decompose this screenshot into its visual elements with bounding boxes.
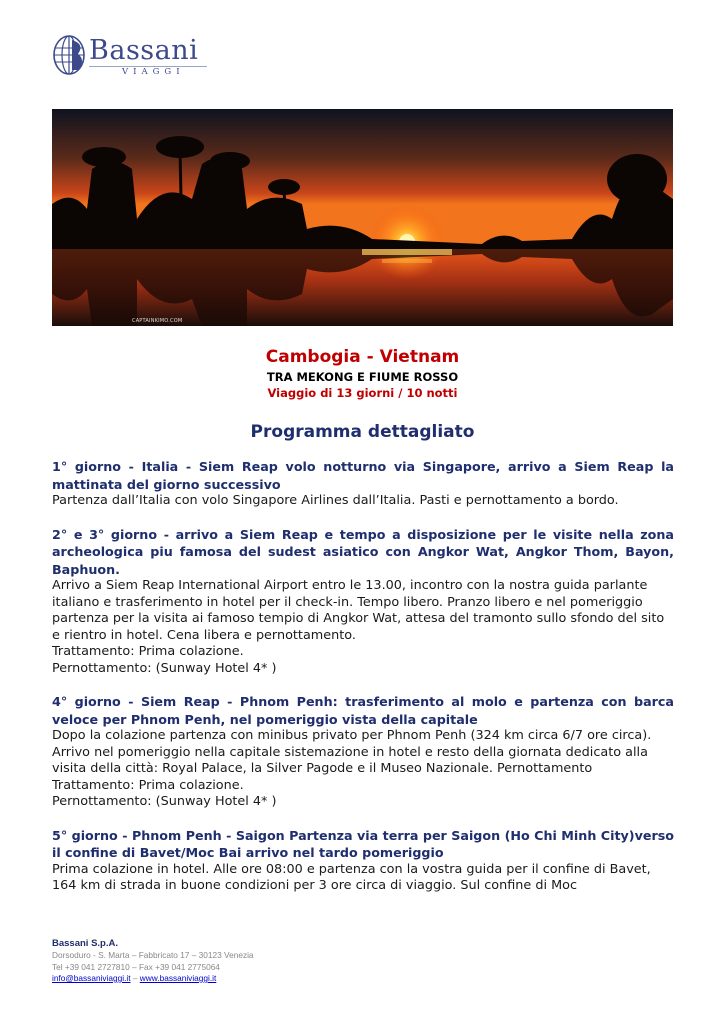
itinerary-day xyxy=(52,526,674,678)
page-title: Cambogia - Vietnam xyxy=(265,347,460,367)
day-heading: 1° giorno - Italia - Siem Reap volo notturno via Singapore, arrivo a Siem Reap la mattinata del giorno successivo xyxy=(52,459,674,492)
logo-wordmark: Bassani xyxy=(89,35,199,66)
image-credit: CAPTAINKIMO.COM xyxy=(132,318,183,324)
footer-phone: Tel +39 041 2727810 – Fax +39 041 2775064 xyxy=(52,961,220,972)
day-heading: 2° e 3° giorno - arrivo a Siem Reap e tempo a disposizione per le visite nella zona archeologica piu famosa del sudest asiatico con Angkor Wat, Angkor Thom, Bayon, Baphuon. xyxy=(52,526,674,577)
footer-email-link[interactable]: info@bassaniviaggi.it xyxy=(52,973,131,983)
itinerary-day xyxy=(52,827,674,895)
day-meals: Trattamento: Prima colazione. xyxy=(52,644,244,659)
day-heading: 5° giorno - Phnom Penh - Saigon Partenza via terra per Saigon (Ho Chi Minh City)verso il confine di Bavet/Moc Bai arrivo nel tardo pomeriggio xyxy=(52,827,674,860)
itinerary-day xyxy=(52,458,674,510)
page-subtitle: TRA MEKONG E FIUME ROSSO xyxy=(266,370,459,384)
itinerary xyxy=(52,458,674,911)
footer-separator: – xyxy=(130,973,140,983)
hero-image xyxy=(52,109,673,326)
footer-company: Bassani S.p.A. xyxy=(52,938,118,949)
section-title: Programma dettagliato xyxy=(250,422,475,442)
trip-duration: Viaggio di 13 giorni / 10 notti xyxy=(267,386,458,400)
logo-subtitle: VIAGGI xyxy=(122,67,185,77)
footer-website-link[interactable]: www.bassaniviaggi.it xyxy=(139,973,217,983)
day-description: Partenza dall’Italia con volo Singapore Airlines dall’Italia. Pasti e pernottamento a bordo. xyxy=(52,493,619,508)
day-description: Arrivo a Siem Reap International Airport entro le 13.00, incontro con la nostra guida parlante italiano e trasferimento in hotel per il check-in. Tempo libero. Pranzo libero e nel pomeriggio partenza per la visita ai famoso tempio di Angkor Wat, attesa del tramonto sullo sfondo del sito e rientro in hotel. Cena libera e pernottamento. xyxy=(52,578,665,643)
day-description: Prima colazione in hotel. Alle ore 08:00 e partenza con la vostra guida per il confine di Bavet, 164 km di strada in buone condizioni per 3 ore circa di viaggio. Sul confine di Moc xyxy=(52,861,651,893)
day-hotel: Pernottamento: (Sunway Hotel 4* ) xyxy=(52,794,277,809)
day-description: Dopo la colazione partenza con minibus privato per Phnom Penh (324 km circa 6/7 ore circa). Arrivo nel pomeriggio nella capitale sistemazione in hotel e resto della giornata dedicato alla visita della città: Royal Palace, la Silver Pagode e il Museo Nazionale. Pernottamento xyxy=(52,728,652,776)
footer-address: Dorsoduro - S. Marta – Fabbricato 17 – 30123 Venezia xyxy=(52,950,254,960)
globe-icon xyxy=(52,34,88,76)
day-heading: 4° giorno - Siem Reap - Phnom Penh: trasferimento al molo e partenza con barca veloce per Phnom Penh, nel pomeriggio vista della capitale xyxy=(52,694,674,727)
itinerary-day xyxy=(52,693,674,811)
day-hotel: Pernottamento: (Sunway Hotel 4* ) xyxy=(52,660,277,676)
footer-contacts xyxy=(52,973,452,985)
day-meals: Trattamento: Prima colazione. xyxy=(52,777,244,793)
bassani-logo xyxy=(52,34,212,82)
page-footer xyxy=(52,938,452,985)
